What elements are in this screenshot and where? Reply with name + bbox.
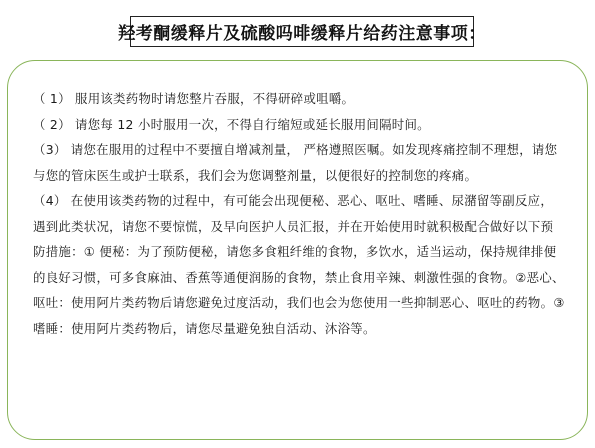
notice-item-4: （4） 在使用该类药物的过程中，有可能会出现便秘、恶心、呕吐、嗜睡、尿潴留等副反应，遇到此类状况，请您不要惊慌，及早向医护人员汇报，并在开始使用时就积极配合做好以下预防措施：① 便秘：为了预防便秘，请您多食粗纤维的食物，多饮水，适当运动，保持规律排便的良好习惯，可多食麻油、香蕉等通便润肠的食物，禁止食用辛辣、刺激性强的食物。②恶心、呕吐：使用阿片类药物后请您避免过度活动，我们也会为您使用一些抑制恶心、呕吐的药物。③嗜睡：使用阿片类药物后，请您尽量避免独自活动、沐浴等。 bbox=[33, 193, 565, 336]
notice-body bbox=[33, 86, 565, 341]
page-title: 羟考酮缓释片及硫酸吗啡缓释片给药注意事项： bbox=[118, 24, 486, 44]
notice-item-3: （3） 请您在服用的过程中不要擅自增减剂量， 严格遵照医嘱。如发现疼痛控制不理想，请您与您的管床医生或护士联系，我们会为您调整剂量，以便很好的控制您的疼痛。 bbox=[33, 142, 558, 183]
notice-item-1: （ 1） 服用该类药物时请您整片吞服，不得研碎或咀嚼。 bbox=[33, 91, 355, 106]
notice-item-2: （ 2） 请您每 12 小时服用一次，不得自行缩短或延长服用间隔时间。 bbox=[33, 116, 430, 132]
title-box bbox=[118, 16, 486, 47]
